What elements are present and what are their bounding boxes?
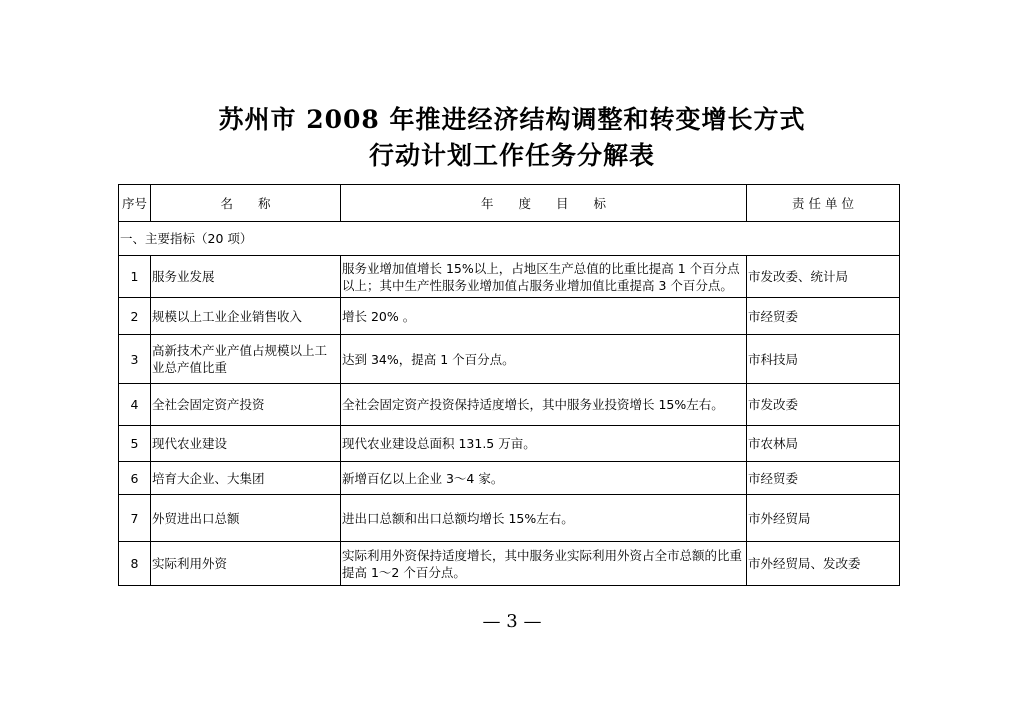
page-number: — 3 — bbox=[482, 611, 542, 632]
row-name: 培育大企业、大集团 bbox=[151, 462, 341, 495]
row-no: 4 bbox=[119, 384, 151, 426]
row-no: 1 bbox=[119, 256, 151, 298]
row-unit: 市农林局 bbox=[747, 426, 900, 462]
row-name: 全社会固定资产投资 bbox=[151, 384, 341, 426]
row-unit: 市经贸委 bbox=[747, 298, 900, 335]
table-row bbox=[119, 462, 900, 495]
document-title-line-2: 行动计划工作任务分解表 bbox=[368, 141, 655, 170]
document-title-line-1: 苏州市 2008 年推进经济结构调整和转变增长方式 bbox=[218, 105, 806, 134]
row-no: 3 bbox=[119, 335, 151, 384]
row-no: 7 bbox=[119, 495, 151, 542]
row-unit: 市发改委 bbox=[747, 384, 900, 426]
row-target: 进出口总额和出口总额均增长 15%左右。 bbox=[341, 495, 747, 542]
row-target: 新增百亿以上企业 3～4 家。 bbox=[341, 462, 747, 495]
table-row bbox=[119, 495, 900, 542]
row-name: 外贸进出口总额 bbox=[151, 495, 341, 542]
header-no: 序号 bbox=[119, 185, 151, 222]
row-no: 2 bbox=[119, 298, 151, 335]
table-header-row bbox=[119, 185, 900, 222]
row-target: 增长 20% 。 bbox=[341, 298, 747, 335]
row-name: 规模以上工业企业销售收入 bbox=[151, 298, 341, 335]
row-target: 现代农业建设总面积 131.5 万亩。 bbox=[341, 426, 747, 462]
table-row bbox=[119, 335, 900, 384]
row-name: 实际利用外资 bbox=[151, 542, 341, 586]
row-unit: 市外经贸局 bbox=[747, 495, 900, 542]
row-unit: 市科技局 bbox=[747, 335, 900, 384]
table-row bbox=[119, 384, 900, 426]
row-no: 8 bbox=[119, 542, 151, 586]
header-name: 名 称 bbox=[151, 185, 341, 222]
table-row bbox=[119, 298, 900, 335]
table-row bbox=[119, 426, 900, 462]
row-name: 服务业发展 bbox=[151, 256, 341, 298]
table-row bbox=[119, 542, 900, 586]
row-no: 6 bbox=[119, 462, 151, 495]
section-row bbox=[119, 222, 900, 256]
row-target: 达到 34%，提高 1 个百分点。 bbox=[341, 335, 747, 384]
row-no: 5 bbox=[119, 426, 151, 462]
row-unit: 市经贸委 bbox=[747, 462, 900, 495]
header-unit: 责 任 单 位 bbox=[747, 185, 900, 222]
row-unit: 市外经贸局、发改委 bbox=[747, 542, 900, 586]
row-name: 高新技术产业产值占规模以上工业总产值比重 bbox=[151, 335, 341, 384]
row-target: 实际利用外资保持适度增长，其中服务业实际利用外资占全市总额的比重提高 1～2 个百分点。 bbox=[341, 542, 747, 586]
section-label: 一、主要指标（20 项） bbox=[119, 222, 900, 256]
row-target: 全社会固定资产投资保持适度增长，其中服务业投资增长 15%左右。 bbox=[341, 384, 747, 426]
header-target: 年 度 目 标 bbox=[341, 185, 747, 222]
row-unit: 市发改委、统计局 bbox=[747, 256, 900, 298]
table-row bbox=[119, 256, 900, 298]
row-name: 现代农业建设 bbox=[151, 426, 341, 462]
task-breakdown-table bbox=[118, 184, 900, 586]
row-target: 服务业增加值增长 15%以上，占地区生产总值的比重比提高 1 个百分点以上；其中生产性服务业增加值占服务业增加值比重提高 3 个百分点。 bbox=[341, 256, 747, 298]
